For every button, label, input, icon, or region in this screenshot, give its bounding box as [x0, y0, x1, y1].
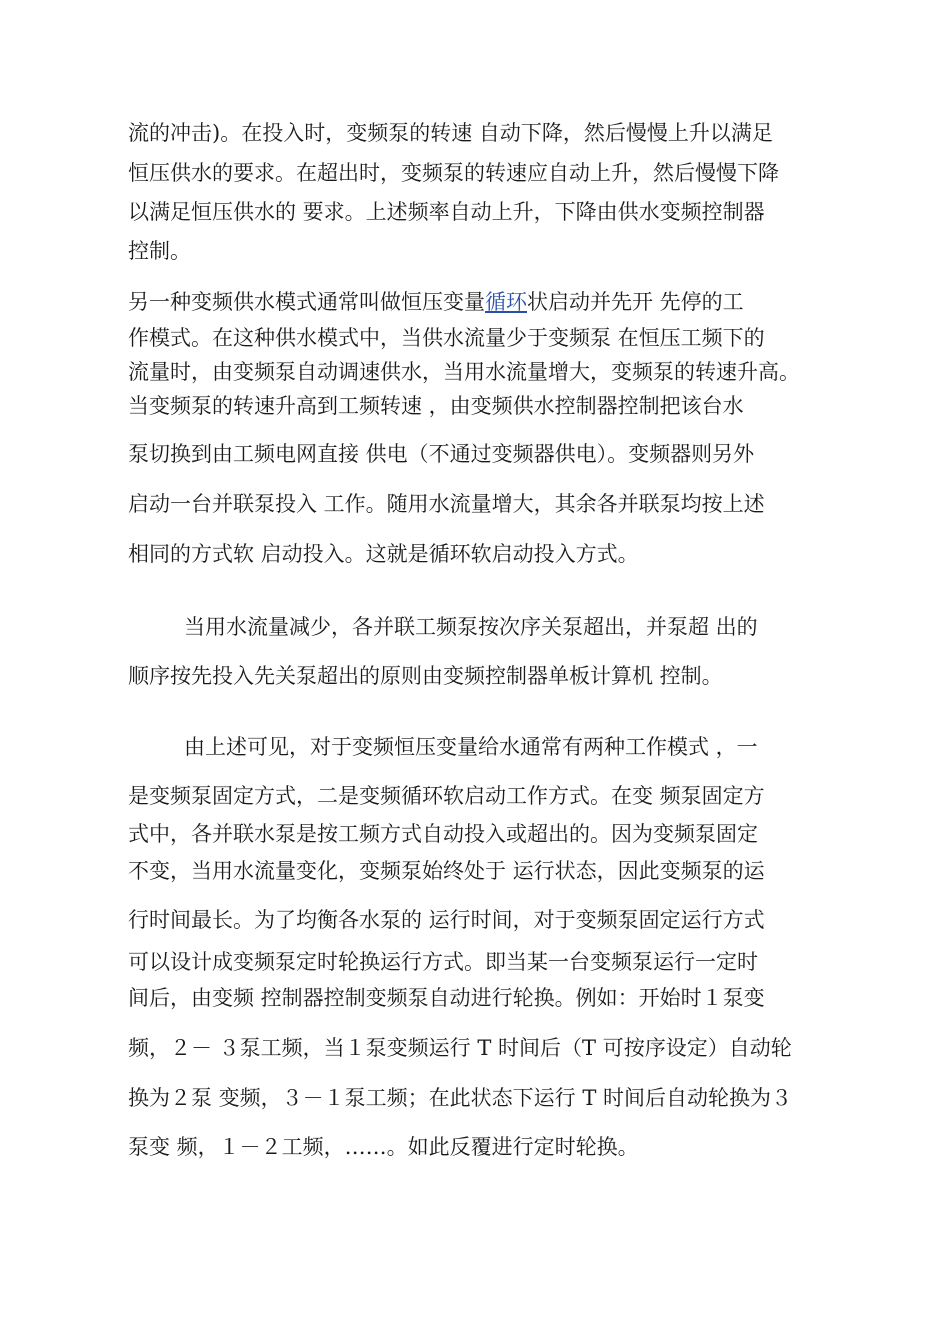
text-segment: 由上述可见，对于变频恒压变量给水通常有两种工作模式 ，一: [184, 735, 758, 759]
text-segment: 状启动并先开 先停的工: [527, 290, 744, 314]
text-line: 流的冲击)。在投入时，变频泵的转速 自动下降，然后慢慢上升以满足: [128, 121, 773, 145]
text-line: 流量时，由变频泵自动调速供水，当用水流量增大，变频泵的转速升高。: [128, 360, 800, 384]
text-line: 作模式。在这种供水模式中，当供水流量少于变频泵 在恒压工频下的: [128, 326, 765, 350]
text-line: 泵切换到由工频电网直接 供电（不通过变频器供电）。变频器则另外: [128, 442, 755, 466]
text-line: 式中，各并联水泵是按工频方式自动投入或超出的。因为变频泵固定: [128, 822, 758, 846]
text-line: 相同的方式软 启动投入。这就是循环软启动投入方式。: [128, 542, 639, 566]
text-segment: 当用水流量减少，各并联工频泵按次序关泵超出，并泵超 出的: [184, 615, 758, 639]
text-line-with-link: [128, 288, 848, 316]
text-line: 换为２泵 变频，３－１泵工频；在此状态下运行 T 时间后自动轮换为３: [128, 1086, 793, 1110]
text-line: 可以设计成变频泵定时轮换运行方式。即当某一台变频泵运行一定时: [128, 950, 758, 974]
text-line-indented: [128, 613, 848, 641]
text-line: 行时间最长。为了均衡各水泵的 运行时间，对于变频泵固定运行方式: [128, 908, 765, 932]
text-line: 顺序按先投入先关泵超出的原则由变频控制器单板计算机 控制。: [128, 664, 723, 688]
text-line: 不变，当用水流量变化，变频泵始终处于 运行状态，因此变频泵的运: [128, 859, 765, 883]
text-line: 控制。: [128, 239, 191, 263]
text-line: 间后，由变频 控制器控制变频泵自动进行轮换。例如：开始时１泵变: [128, 986, 765, 1010]
text-line: 以满足恒压供水的 要求。上述频率自动上升，下降由供水变频控制器: [128, 200, 765, 224]
text-line: 频，２－ ３泵工频，当１泵变频运行 T 时间后（T 可按序设定）自动轮: [128, 1036, 792, 1060]
text-line: 启动一台并联泵投入 工作。随用水流量增大，其余各并联泵均按上述: [128, 492, 765, 516]
text-line: 是变频泵固定方式，二是变频循环软启动工作方式。在变 频泵固定方: [128, 784, 765, 808]
text-line-indented: [128, 733, 848, 761]
text-line: 泵变 频，１－２工频，……。如此反覆进行定时轮换。: [128, 1135, 639, 1159]
text-segment: 另一种变频供水模式通常叫做恒压变量: [128, 290, 485, 314]
text-line: 恒压供水的要求。在超出时，变频泵的转速应自动上升，然后慢慢下降: [128, 161, 779, 185]
cycle-link[interactable]: 循环: [485, 290, 527, 314]
text-line: 当变频泵的转速升高到工频转速 ，由变频供水控制器控制把该台水: [128, 394, 744, 418]
